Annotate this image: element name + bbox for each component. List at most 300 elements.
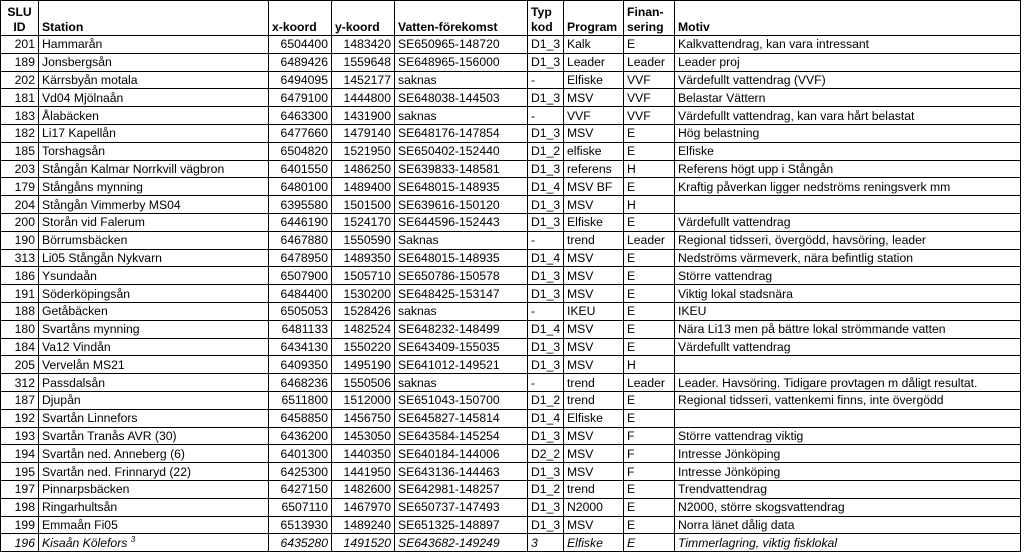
cell-motiv: Hög belastning <box>675 124 1021 142</box>
cell-vattenforekomst: SE650737-147493 <box>395 498 528 516</box>
cell-motiv: Viktig lokal stadsnära <box>675 285 1021 303</box>
cell-y-koord: 1521950 <box>332 142 395 160</box>
cell-motiv: Intresse Jönköping <box>675 445 1021 463</box>
table-row <box>1 427 1021 445</box>
cell-motiv: Kraftig påverkan ligger nedströms reningsverk mm <box>675 178 1021 196</box>
cell-y-koord: 1486250 <box>332 160 395 178</box>
cell-typ-kod: D1_3 <box>528 356 564 374</box>
cell-motiv: Trendvattendrag <box>675 480 1021 498</box>
cell-typ-kod: D1_2 <box>528 480 564 498</box>
cell-finansiering: F <box>624 463 675 481</box>
cell-station: Stångåns mynning <box>39 178 269 196</box>
cell-program: MSV <box>564 320 624 338</box>
cell-vattenforekomst: saknas <box>395 374 528 392</box>
cell-vattenforekomst: SE650402-152440 <box>395 142 528 160</box>
cell-motiv: Större vattendrag <box>675 267 1021 285</box>
cell-y-koord: 1489400 <box>332 178 395 196</box>
cell-slu-id: 186 <box>1 267 39 285</box>
cell-slu-id: 312 <box>1 374 39 392</box>
table-row <box>1 53 1021 71</box>
cell-typ-kod: D1_3 <box>528 36 564 54</box>
cell-finansiering: E <box>624 409 675 427</box>
cell-y-koord: 1512000 <box>332 391 395 409</box>
cell-slu-id: 204 <box>1 196 39 214</box>
cell-finansiering: E <box>624 391 675 409</box>
cell-y-koord: 1489240 <box>332 516 395 534</box>
cell-y-koord: 1431900 <box>332 107 395 125</box>
table-row <box>1 124 1021 142</box>
cell-program: elfiske <box>564 142 624 160</box>
cell-x-koord: 6505053 <box>269 302 332 320</box>
cell-slu-id: 188 <box>1 302 39 320</box>
cell-motiv: Större vattendrag viktig <box>675 427 1021 445</box>
cell-vattenforekomst: SE648232-148499 <box>395 320 528 338</box>
cell-program: MSV <box>564 124 624 142</box>
cell-station: Li05 Stångån Nykvarn <box>39 249 269 267</box>
cell-y-koord: 1550220 <box>332 338 395 356</box>
cell-x-koord: 6467880 <box>269 231 332 249</box>
table-row <box>1 338 1021 356</box>
cell-typ-kod: D1_4 <box>528 320 564 338</box>
cell-x-koord: 6481133 <box>269 320 332 338</box>
cell-y-koord: 1505710 <box>332 267 395 285</box>
cell-program: MSV <box>564 356 624 374</box>
cell-finansiering: E <box>624 36 675 54</box>
cell-slu-id: 195 <box>1 463 39 481</box>
cell-motiv: Nära Li13 men på bättre lokal strömmande vatten <box>675 320 1021 338</box>
cell-vattenforekomst: SE648015-148935 <box>395 178 528 196</box>
cell-motiv: Kalkvattendrag, kan vara intressant <box>675 36 1021 54</box>
cell-program: IKEU <box>564 302 624 320</box>
cell-station: Söderköpingsån <box>39 285 269 303</box>
cell-finansiering: E <box>624 534 675 552</box>
cell-typ-kod: D1_3 <box>528 124 564 142</box>
table-row <box>1 89 1021 107</box>
cell-station: Emmaån Fi05 <box>39 516 269 534</box>
cell-y-koord: 1440350 <box>332 445 395 463</box>
cell-vattenforekomst: SE641012-149521 <box>395 356 528 374</box>
cell-x-koord: 6504400 <box>269 36 332 54</box>
cell-station: Ålabäcken <box>39 107 269 125</box>
cell-finansiering: E <box>624 285 675 303</box>
cell-x-koord: 6463300 <box>269 107 332 125</box>
cell-station: Svartån Tranås AVR (30) <box>39 427 269 445</box>
cell-program: referens <box>564 160 624 178</box>
cell-motiv: Leader. Havsöring. Tidigare provtagen m dåligt resultat. <box>675 374 1021 392</box>
cell-typ-kod: D2_2 <box>528 445 564 463</box>
cell-vattenforekomst: saknas <box>395 302 528 320</box>
cell-x-koord: 6401300 <box>269 445 332 463</box>
cell-vattenforekomst: SE648176-147854 <box>395 124 528 142</box>
cell-typ-kod: D1_2 <box>528 142 564 160</box>
cell-slu-id: 189 <box>1 53 39 71</box>
cell-vattenforekomst: SE651043-150700 <box>395 391 528 409</box>
cell-finansiering: VVF <box>624 71 675 89</box>
cell-motiv: Leader proj <box>675 53 1021 71</box>
table-row <box>1 463 1021 481</box>
cell-typ-kod: D1_3 <box>528 427 564 445</box>
cell-station: Kärrsbyån motala <box>39 71 269 89</box>
cell-station: Vd04 Mjölnaån <box>39 89 269 107</box>
cell-vattenforekomst: SE639833-148581 <box>395 160 528 178</box>
cell-vattenforekomst: SE643409-155035 <box>395 338 528 356</box>
cell-vattenforekomst: SE648015-148935 <box>395 249 528 267</box>
cell-slu-id: 185 <box>1 142 39 160</box>
cell-x-koord: 6494095 <box>269 71 332 89</box>
cell-x-koord: 6484400 <box>269 285 332 303</box>
cell-typ-kod: D1_3 <box>528 498 564 516</box>
cell-finansiering: Leader <box>624 53 675 71</box>
cell-x-koord: 6409350 <box>269 356 332 374</box>
cell-typ-kod: D1_3 <box>528 53 564 71</box>
table-row <box>1 36 1021 54</box>
table-row <box>1 178 1021 196</box>
cell-slu-id: 191 <box>1 285 39 303</box>
cell-motiv: N2000, större skogsvattendrag <box>675 498 1021 516</box>
cell-typ-kod: D1_3 <box>528 463 564 481</box>
cell-typ-kod: D1_4 <box>528 409 564 427</box>
cell-station: Li17 Kapellån <box>39 124 269 142</box>
cell-program: VVF <box>564 107 624 125</box>
cell-finansiering: H <box>624 356 675 374</box>
cell-program: trend <box>564 231 624 249</box>
cell-x-koord: 6504820 <box>269 142 332 160</box>
table-row <box>1 391 1021 409</box>
cell-program: MSV <box>564 516 624 534</box>
cell-x-koord: 6480100 <box>269 178 332 196</box>
table-row <box>1 445 1021 463</box>
cell-x-koord: 6468236 <box>269 374 332 392</box>
cell-station: Ringarhultsån <box>39 498 269 516</box>
cell-finansiering: E <box>624 498 675 516</box>
cell-vattenforekomst: SE642981-148257 <box>395 480 528 498</box>
table-row <box>1 534 1021 552</box>
cell-finansiering: F <box>624 445 675 463</box>
cell-motiv: Värdefullt vattendrag <box>675 213 1021 231</box>
cell-slu-id: 201 <box>1 36 39 54</box>
cell-y-koord: 1530200 <box>332 285 395 303</box>
cell-slu-id: 205 <box>1 356 39 374</box>
cell-motiv: Norra länet dålig data <box>675 516 1021 534</box>
cell-station: Torshagsån <box>39 142 269 160</box>
cell-finansiering: F <box>624 427 675 445</box>
header-motiv: Motiv <box>675 1 1021 36</box>
cell-x-koord: 6477660 <box>269 124 332 142</box>
header-finansiering: Finan-sering <box>624 1 675 36</box>
cell-typ-kod: D1_3 <box>528 338 564 356</box>
cell-x-koord: 6507110 <box>269 498 332 516</box>
cell-motiv: Regional tidsseri, vattenkemi finns, inte övergödd <box>675 391 1021 409</box>
cell-station: Jonsbergsån <box>39 53 269 71</box>
table-row <box>1 374 1021 392</box>
cell-slu-id: 187 <box>1 391 39 409</box>
cell-program: MSV <box>564 196 624 214</box>
cell-vattenforekomst: SE643136-144463 <box>395 463 528 481</box>
table-row <box>1 107 1021 125</box>
cell-y-koord: 1550506 <box>332 374 395 392</box>
cell-motiv: Värdefullt vattendrag (VVF) <box>675 71 1021 89</box>
cell-motiv <box>675 196 1021 214</box>
cell-y-koord: 1482524 <box>332 320 395 338</box>
cell-motiv <box>675 356 1021 374</box>
cell-typ-kod: D1_3 <box>528 213 564 231</box>
cell-program: Elfiske <box>564 409 624 427</box>
cell-x-koord: 6513930 <box>269 516 332 534</box>
cell-vattenforekomst: SE644596-152443 <box>395 213 528 231</box>
cell-y-koord: 1550590 <box>332 231 395 249</box>
cell-finansiering: H <box>624 196 675 214</box>
table-row <box>1 480 1021 498</box>
header-station: Station <box>39 1 269 36</box>
cell-x-koord: 6478950 <box>269 249 332 267</box>
header-slu-id: SLU ID <box>1 1 39 36</box>
cell-station: Börrumsbäcken <box>39 231 269 249</box>
cell-vattenforekomst: SE639616-150120 <box>395 196 528 214</box>
cell-y-koord: 1452177 <box>332 71 395 89</box>
table-row <box>1 267 1021 285</box>
cell-y-koord: 1501500 <box>332 196 395 214</box>
cell-finansiering: E <box>624 302 675 320</box>
cell-typ-kod: D1_3 <box>528 160 564 178</box>
cell-finansiering: H <box>624 160 675 178</box>
cell-x-koord: 6401550 <box>269 160 332 178</box>
cell-slu-id: 196 <box>1 534 39 552</box>
cell-typ-kod: - <box>528 231 564 249</box>
table-row <box>1 142 1021 160</box>
cell-typ-kod: D1_3 <box>528 267 564 285</box>
cell-typ-kod: D1_3 <box>528 89 564 107</box>
table-row <box>1 320 1021 338</box>
cell-slu-id: 202 <box>1 71 39 89</box>
cell-finansiering: E <box>624 142 675 160</box>
cell-y-koord: 1482600 <box>332 480 395 498</box>
cell-slu-id: 197 <box>1 480 39 498</box>
cell-typ-kod: 3 <box>528 534 564 552</box>
cell-finansiering: Leader <box>624 374 675 392</box>
cell-program: MSV <box>564 463 624 481</box>
cell-station: Pinnarpsbäcken <box>39 480 269 498</box>
cell-finansiering: E <box>624 178 675 196</box>
cell-slu-id: 313 <box>1 249 39 267</box>
cell-x-koord: 6479100 <box>269 89 332 107</box>
cell-motiv: Referens högt upp i Stångån <box>675 160 1021 178</box>
cell-finansiering: E <box>624 249 675 267</box>
cell-station: Ysundaån <box>39 267 269 285</box>
station-name: Kisaån Kölefors <box>42 535 128 550</box>
cell-slu-id: 183 <box>1 107 39 125</box>
cell-y-koord: 1456750 <box>332 409 395 427</box>
cell-vattenforekomst: SE650786-150578 <box>395 267 528 285</box>
cell-y-koord: 1528426 <box>332 302 395 320</box>
table-body <box>1 36 1021 552</box>
cell-station: Svartån ned. Anneberg (6) <box>39 445 269 463</box>
cell-station: Passdalsån <box>39 374 269 392</box>
cell-station: Svartån Linnefors <box>39 409 269 427</box>
table-row <box>1 249 1021 267</box>
cell-finansiering: E <box>624 338 675 356</box>
table-row <box>1 285 1021 303</box>
cell-typ-kod: D1_3 <box>528 285 564 303</box>
header-x-koord: x-koord <box>269 1 332 36</box>
table-row <box>1 160 1021 178</box>
cell-x-koord: 6458850 <box>269 409 332 427</box>
cell-program: trend <box>564 374 624 392</box>
cell-finansiering: E <box>624 320 675 338</box>
cell-y-koord: 1483420 <box>332 36 395 54</box>
cell-slu-id: 198 <box>1 498 39 516</box>
cell-x-koord: 6395580 <box>269 196 332 214</box>
cell-slu-id: 200 <box>1 213 39 231</box>
cell-finansiering: VVF <box>624 89 675 107</box>
cell-program: MSV <box>564 267 624 285</box>
cell-slu-id: 192 <box>1 409 39 427</box>
cell-finansiering: E <box>624 480 675 498</box>
table-row <box>1 71 1021 89</box>
header-row <box>1 1 1021 36</box>
cell-program: MSV <box>564 285 624 303</box>
cell-program: N2000 <box>564 498 624 516</box>
cell-program: trend <box>564 480 624 498</box>
cell-y-koord: 1491520 <box>332 534 395 552</box>
cell-x-koord: 6425300 <box>269 463 332 481</box>
cell-vattenforekomst: SE650965-148720 <box>395 36 528 54</box>
table-row <box>1 231 1021 249</box>
cell-y-koord: 1559648 <box>332 53 395 71</box>
cell-vattenforekomst: Saknas <box>395 231 528 249</box>
table-row <box>1 409 1021 427</box>
cell-program: Elfiske <box>564 71 624 89</box>
cell-program: MSV <box>564 249 624 267</box>
cell-program: MSV <box>564 338 624 356</box>
cell-slu-id: 184 <box>1 338 39 356</box>
cell-finansiering: E <box>624 267 675 285</box>
cell-slu-id: 199 <box>1 516 39 534</box>
cell-finansiering: E <box>624 124 675 142</box>
cell-station: Vervelån MS21 <box>39 356 269 374</box>
cell-y-koord: 1489350 <box>332 249 395 267</box>
cell-finansiering: E <box>624 213 675 231</box>
cell-motiv: Värdefullt vattendrag <box>675 338 1021 356</box>
table-row <box>1 196 1021 214</box>
cell-typ-kod: D1_3 <box>528 516 564 534</box>
cell-finansiering: Leader <box>624 231 675 249</box>
cell-typ-kod: - <box>528 71 564 89</box>
cell-x-koord: 6434130 <box>269 338 332 356</box>
cell-motiv <box>675 409 1021 427</box>
cell-y-koord: 1444800 <box>332 89 395 107</box>
cell-station: Getåbäcken <box>39 302 269 320</box>
cell-vattenforekomst: SE643682-149249 <box>395 534 528 552</box>
cell-y-koord: 1467970 <box>332 498 395 516</box>
cell-y-koord: 1524170 <box>332 213 395 231</box>
cell-slu-id: 179 <box>1 178 39 196</box>
cell-motiv: Värdefullt vattendrag, kan vara hårt belastat <box>675 107 1021 125</box>
cell-program: Elfiske <box>564 534 624 552</box>
cell-vattenforekomst: SE648425-153147 <box>395 285 528 303</box>
cell-motiv: IKEU <box>675 302 1021 320</box>
cell-program: MSV BF <box>564 178 624 196</box>
table-row <box>1 516 1021 534</box>
cell-program: trend <box>564 391 624 409</box>
table-row <box>1 356 1021 374</box>
cell-vattenforekomst: SE651325-148897 <box>395 516 528 534</box>
cell-y-koord: 1479140 <box>332 124 395 142</box>
cell-station: Storån vid Falerum <box>39 213 269 231</box>
cell-program: MSV <box>564 427 624 445</box>
cell-x-koord: 6489426 <box>269 53 332 71</box>
cell-station: Stångån Vimmerby MS04 <box>39 196 269 214</box>
cell-station: Va12 Vindån <box>39 338 269 356</box>
cell-vattenforekomst: saknas <box>395 107 528 125</box>
cell-slu-id: 181 <box>1 89 39 107</box>
footnote-marker: 3 <box>130 534 136 544</box>
cell-vattenforekomst: saknas <box>395 71 528 89</box>
cell-vattenforekomst: SE643584-145254 <box>395 427 528 445</box>
cell-motiv: Nedströms värmeverk, nära befintlig station <box>675 249 1021 267</box>
cell-station: Svartån ned. Frinnaryd (22) <box>39 463 269 481</box>
cell-typ-kod: - <box>528 374 564 392</box>
cell-program: Kalk <box>564 36 624 54</box>
cell-finansiering: VVF <box>624 107 675 125</box>
cell-motiv: Elfiske <box>675 142 1021 160</box>
cell-motiv: Timmerlagring, viktig fisklokal <box>675 534 1021 552</box>
cell-vattenforekomst: SE648965-156000 <box>395 53 528 71</box>
cell-x-koord: 6427150 <box>269 480 332 498</box>
cell-program: Elfiske <box>564 213 624 231</box>
cell-program: MSV <box>564 89 624 107</box>
cell-vattenforekomst: SE648038-144503 <box>395 89 528 107</box>
cell-typ-kod: - <box>528 302 564 320</box>
cell-x-koord: 6446190 <box>269 213 332 231</box>
header-typ-kod: Typ kod <box>528 1 564 36</box>
cell-typ-kod: D1_3 <box>528 196 564 214</box>
cell-x-koord: 6436200 <box>269 427 332 445</box>
cell-motiv: Intresse Jönköping <box>675 463 1021 481</box>
cell-typ-kod: D1_2 <box>528 391 564 409</box>
cell-station: Djupån <box>39 391 269 409</box>
cell-x-koord: 6435280 <box>269 534 332 552</box>
table-row <box>1 498 1021 516</box>
cell-vattenforekomst: SE645827-145814 <box>395 409 528 427</box>
cell-slu-id: 194 <box>1 445 39 463</box>
table-row <box>1 302 1021 320</box>
cell-vattenforekomst: SE640184-144006 <box>395 445 528 463</box>
cell-motiv: Regional tidsseri, övergödd, havsöring, leader <box>675 231 1021 249</box>
cell-motiv: Belastar Vättern <box>675 89 1021 107</box>
cell-y-koord: 1495190 <box>332 356 395 374</box>
cell-x-koord: 6511800 <box>269 391 332 409</box>
cell-slu-id: 193 <box>1 427 39 445</box>
cell-typ-kod: D1_4 <box>528 249 564 267</box>
cell-typ-kod: - <box>528 107 564 125</box>
cell-slu-id: 203 <box>1 160 39 178</box>
header-vattenforekomst: Vatten-förekomst <box>395 1 528 36</box>
cell-slu-id: 190 <box>1 231 39 249</box>
cell-program: Leader <box>564 53 624 71</box>
cell-program: MSV <box>564 445 624 463</box>
cell-slu-id: 180 <box>1 320 39 338</box>
cell-station: Stångån Kalmar Norrkvill vägbron <box>39 160 269 178</box>
cell-station <box>39 534 269 552</box>
header-y-koord: y-koord <box>332 1 395 36</box>
cell-x-koord: 6507900 <box>269 267 332 285</box>
cell-finansiering: E <box>624 516 675 534</box>
cell-y-koord: 1441950 <box>332 463 395 481</box>
cell-y-koord: 1453050 <box>332 427 395 445</box>
cell-station: Hammarån <box>39 36 269 54</box>
cell-slu-id: 182 <box>1 124 39 142</box>
table-row <box>1 213 1021 231</box>
